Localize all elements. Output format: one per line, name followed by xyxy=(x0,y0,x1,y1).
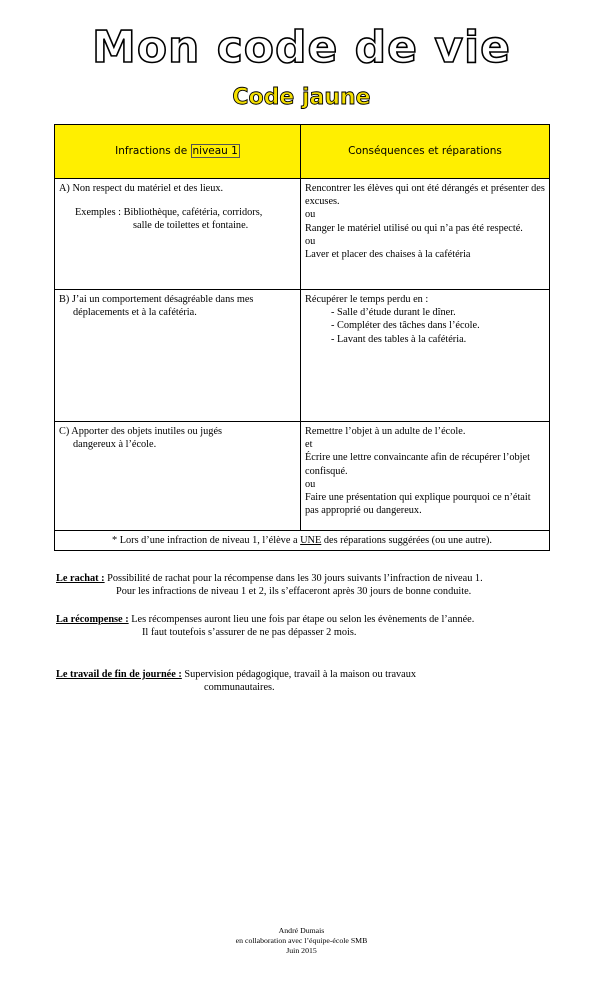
header-consequences: Conséquences et réparations xyxy=(301,125,550,179)
consequence-or: ou xyxy=(305,235,316,247)
recompense-line-2: Il faut toutefois s’assurer de ne pas dépasser 2 mois. xyxy=(142,627,357,639)
consequence-text: Rencontrer les élèves qui ont été dérangés et présenter des excuses. xyxy=(305,183,545,208)
list-item: - Lavant des tables à la cafétéria. xyxy=(331,333,467,345)
consequence-text: Laver et placer des chaises à la cafétéria xyxy=(305,248,471,260)
travail-section xyxy=(56,668,416,695)
rules-table xyxy=(54,124,550,551)
list-item: - Salle d’étude durant le dîner. xyxy=(331,307,456,319)
rachat-text: Possibilité de rachat pour la récompense dans les 30 jours suivants l’infraction de niveau 1. xyxy=(104,573,483,584)
infraction-c-cont: dangereux à l’école. xyxy=(73,439,157,451)
examples-line-1: Exemples : Bibliothèque, cafétéria, corridors, xyxy=(75,207,263,219)
travail-line-2: communautaires. xyxy=(204,682,275,694)
note-text-end: des réparations suggérées (ou une autre). xyxy=(321,535,492,546)
footer-collaboration: en collaboration avec l’équipe-école SMB xyxy=(235,936,368,946)
recompense-line-1 xyxy=(56,613,474,626)
rachat-line-1 xyxy=(56,572,483,585)
infraction-b-cont: déplacements et à la cafétéria. xyxy=(73,307,197,319)
footer xyxy=(0,926,603,956)
consequence-text: Écrire une lettre convaincante afin de récupérer l’objet confisqué. xyxy=(305,452,530,477)
table-header-row xyxy=(55,125,550,179)
travail-label: Le travail de fin de journée : xyxy=(56,669,182,680)
examples-line-2: salle de toilettes et fontaine. xyxy=(133,220,249,232)
consequence-text: Faire une présentation qui explique pourquoi ce n’était pas approprié ou dangereux. xyxy=(305,491,531,517)
header-infractions-text: Infractions de xyxy=(115,144,191,157)
page-title: Mon code de vie xyxy=(92,22,511,73)
rachat-section xyxy=(56,572,483,599)
infraction-cell xyxy=(55,422,301,531)
consequence-or: ou xyxy=(305,209,316,221)
header-level-box: niveau 1 xyxy=(192,144,238,157)
note-emphasis: UNE xyxy=(300,535,322,546)
infraction-a: A) Non respect du matériel et des lieux. xyxy=(59,183,224,194)
consequence-text: Récupérer le temps perdu en : xyxy=(305,294,429,305)
consequence-and: et xyxy=(305,439,313,451)
table-row xyxy=(55,290,550,422)
infraction-cell xyxy=(55,179,301,290)
page-subtitle: Code jaune xyxy=(232,85,371,110)
recompense-label: La récompense : xyxy=(56,614,129,625)
table-note xyxy=(55,531,550,551)
infraction-cell xyxy=(55,290,301,422)
travail-line-1 xyxy=(56,668,416,681)
travail-text: Supervision pédagogique, travail à la maison ou travaux xyxy=(181,669,417,680)
list-item: - Compléter des tâches dans l’école. xyxy=(331,320,480,332)
consequence-text: Remettre l’objet à un adulte de l’école. xyxy=(305,426,466,437)
header-infractions xyxy=(55,125,301,179)
rachat-line-2: Pour les infractions de niveau 1 et 2, ils s’effaceront après 30 jours de bonne conduite. xyxy=(116,586,472,598)
consequence-text: Ranger le matériel utilisé ou qui n’a pas été respecté. xyxy=(305,222,523,234)
recompense-text: Les récompenses auront lieu une fois par étape ou selon les évènements de l’année. xyxy=(128,614,475,625)
footer-date: Juin 2015 xyxy=(286,946,317,956)
consequence-or: ou xyxy=(305,478,316,490)
table-note-row xyxy=(55,531,550,551)
table-row xyxy=(55,422,550,531)
rachat-label: Le rachat : xyxy=(56,573,105,584)
infraction-b: B) J’ai un comportement désagréable dans mes xyxy=(59,294,254,305)
consequence-cell xyxy=(301,290,550,422)
infraction-c: C) Apporter des objets inutiles ou jugés xyxy=(59,426,223,437)
consequence-cell xyxy=(301,422,550,531)
consequence-cell xyxy=(301,179,550,290)
recompense-section xyxy=(56,613,474,640)
note-text: * Lors d’une infraction de niveau 1, l’élève a xyxy=(111,535,301,546)
table-row xyxy=(55,179,550,290)
footer-author: André Dumais xyxy=(278,926,325,935)
